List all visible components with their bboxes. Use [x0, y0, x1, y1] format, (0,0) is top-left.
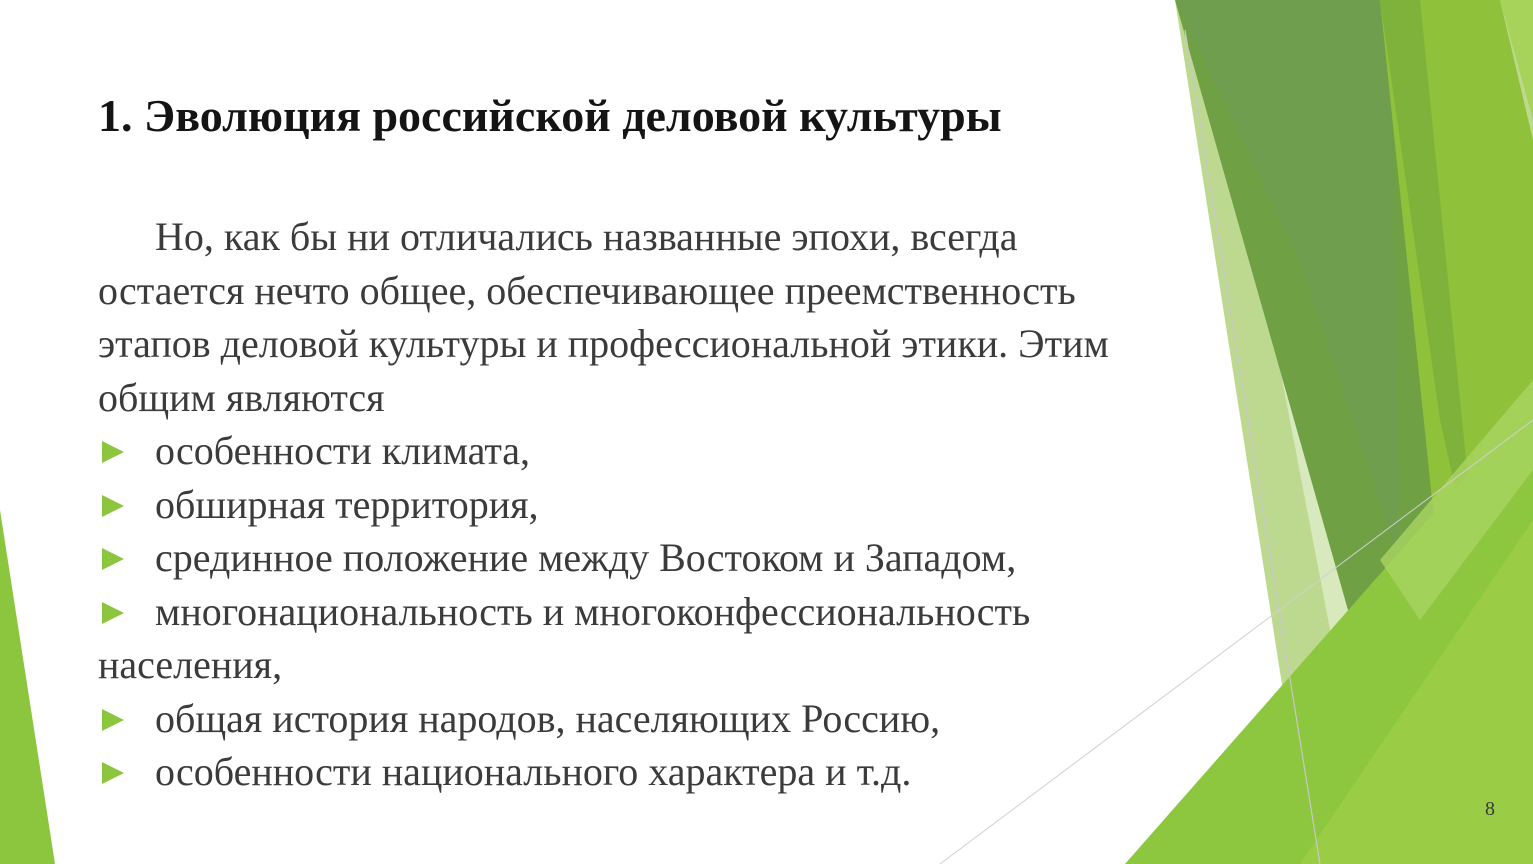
slide-body [98, 210, 1238, 799]
triangle-right-icon [100, 760, 126, 786]
bullet-text: особенности климата, [155, 428, 531, 473]
triangle-right-icon [100, 600, 126, 626]
paragraph-line: этапов деловой культуры и профессиональной этики. Этим [98, 321, 1109, 366]
bullet-item [98, 585, 1238, 639]
bullet-continuation: населения, [98, 642, 283, 687]
bullet-item [98, 424, 1238, 478]
bullet-text: срединное положение между Востоком и Западом, [155, 535, 1017, 580]
triangle-right-icon [100, 439, 126, 465]
bullet-item [98, 531, 1238, 585]
triangle-right-icon [100, 707, 126, 733]
bullet-text: особенности национального характера и т.д. [155, 749, 912, 794]
bullet-text: общая история народов, населяющих Россию, [155, 695, 941, 741]
paragraph-line: остается нечто общее, обеспечивающее преемственность [98, 267, 1076, 313]
triangle-right-icon [100, 546, 126, 572]
paragraph-line: общим являются [98, 374, 385, 420]
bullet-item [98, 692, 1238, 746]
bullet-item [98, 478, 1238, 532]
bullet-text: обширная территория, [155, 481, 539, 527]
triangle-right-icon [100, 493, 126, 519]
page-number: 8 [1485, 798, 1495, 820]
slide-title: 1. Эволюция российской деловой культуры [98, 90, 1002, 141]
bullet-text: многонациональность и многоконфессиональность [155, 588, 1031, 634]
bullet-item [98, 745, 1238, 799]
paragraph-line: Но, как бы ни отличались названные эпохи, всегда [155, 214, 1018, 259]
